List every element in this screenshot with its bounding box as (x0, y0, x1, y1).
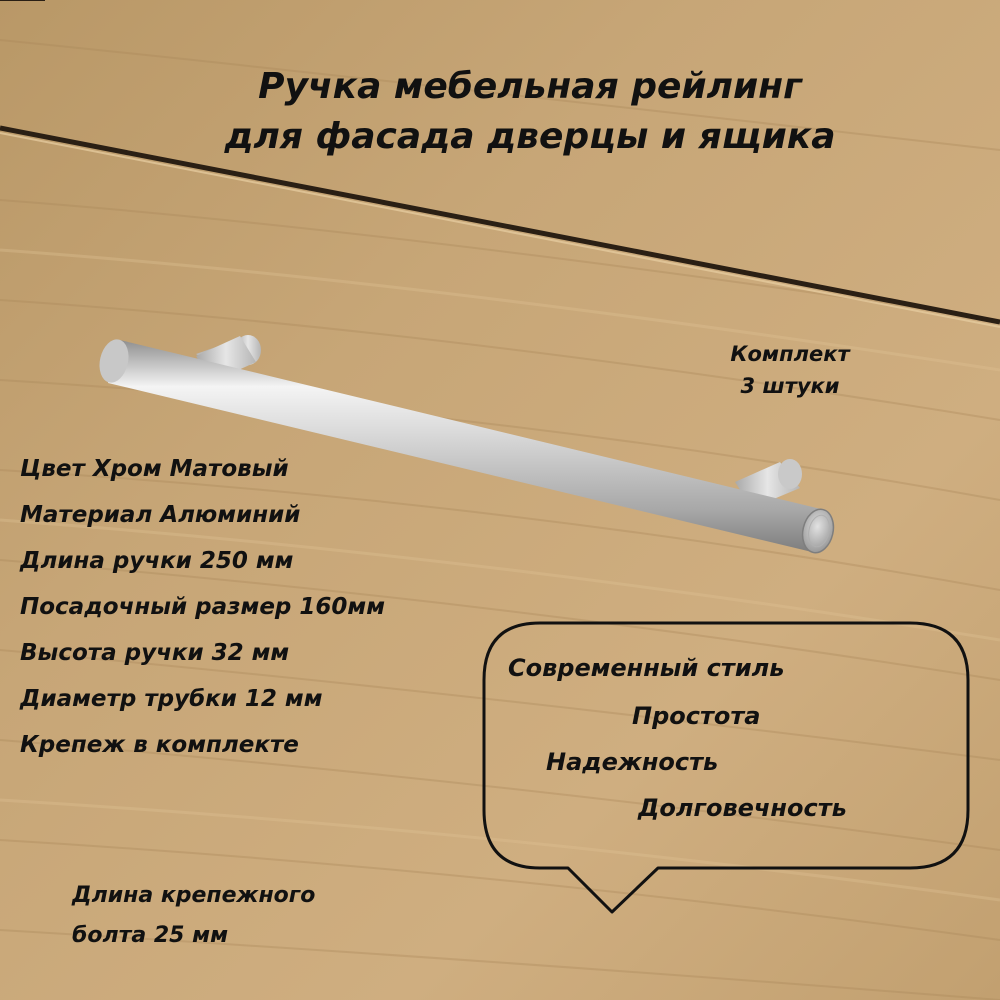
specifications-list (20, 446, 385, 768)
bolt-line-1: Длина крепежного (72, 883, 316, 908)
kit-line-2: 3 штуки (740, 374, 840, 398)
feature-durability: Долговечность (638, 794, 847, 822)
spec-material: Материал Алюминий (20, 502, 301, 528)
bolt-length (72, 876, 315, 956)
spec-length: Длина ручки 250 мм (20, 548, 294, 574)
spec-mounting-size: Посадочный размер 160мм (20, 594, 386, 620)
title-line-1: Ручка мебельная рейлинг (258, 66, 802, 107)
spec-height: Высота ручки 32 мм (20, 640, 290, 666)
bolt-line-2: болта 25 мм (72, 923, 229, 948)
spec-color: Цвет Хром Матовый (20, 456, 289, 482)
kit-line-1: Комплект (730, 342, 850, 366)
spec-tube-diameter: Диаметр трубки 12 мм (20, 686, 323, 712)
feature-modern-style: Современный стиль (508, 654, 785, 682)
kit-quantity (700, 338, 880, 402)
title-line-2: для фасада дверцы и ящика (224, 116, 836, 157)
feature-simplicity: Простота (632, 702, 761, 730)
feature-reliability: Надежность (546, 748, 719, 776)
product-title (180, 62, 880, 162)
spec-fasteners: Крепеж в комплекте (20, 732, 299, 758)
